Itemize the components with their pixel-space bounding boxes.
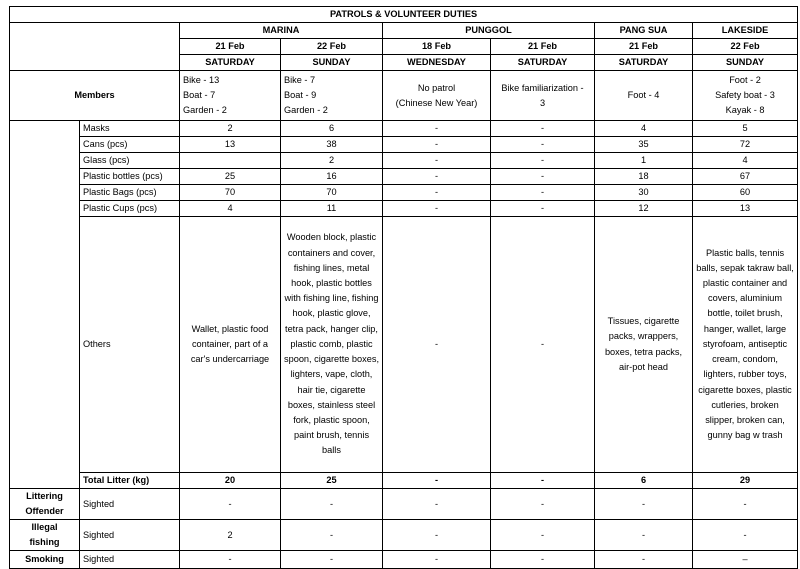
members-cell: Bike familiarization - 3 (491, 71, 595, 121)
item-label: Plastic Cups (pcs) (80, 201, 180, 217)
location-punggol: PUNGGOL (383, 23, 595, 39)
offender-value: - (281, 520, 383, 551)
offender-value: - (383, 551, 491, 569)
item-value: - (383, 153, 491, 169)
total-label: Total Litter (kg) (80, 473, 180, 489)
day-cell: SATURDAY (595, 55, 693, 71)
others-cell: - (383, 217, 491, 473)
offender-category: Littering Offender (10, 489, 80, 520)
item-value: - (383, 169, 491, 185)
item-value: 4 (180, 201, 281, 217)
offender-value: - (693, 489, 798, 520)
total-value: 20 (180, 473, 281, 489)
day-cell: SUNDAY (281, 55, 383, 71)
item-label: Cans (pcs) (80, 137, 180, 153)
date-cell: 22 Feb (693, 39, 798, 55)
corner-cell (10, 23, 180, 71)
offender-value: - (383, 520, 491, 551)
day-cell: SATURDAY (180, 55, 281, 71)
offender-value: - (693, 520, 798, 551)
item-value: 72 (693, 137, 798, 153)
item-value: - (491, 201, 595, 217)
date-cell: 21 Feb (180, 39, 281, 55)
offender-value: - (491, 551, 595, 569)
offender-value: - (491, 489, 595, 520)
item-value: 6 (281, 121, 383, 137)
date-cell: 21 Feb (491, 39, 595, 55)
item-value: - (383, 121, 491, 137)
offender-label: Sighted (80, 489, 180, 520)
item-value: - (491, 153, 595, 169)
date-cell: 22 Feb (281, 39, 383, 55)
offender-value: - (491, 520, 595, 551)
offender-value: - (595, 551, 693, 569)
item-value: 30 (595, 185, 693, 201)
item-value: 13 (180, 137, 281, 153)
patrols-table (9, 6, 798, 569)
item-value: - (383, 137, 491, 153)
date-cell: 21 Feb (595, 39, 693, 55)
offender-category: Smoking (10, 551, 80, 569)
total-value: 6 (595, 473, 693, 489)
others-cell: Plastic balls, tennis balls, sepak takraw ball, plastic container and covers, aluminium bottle, toilet brush, hanger, wallet, large styrofoam, antiseptic cream, condom, lighters, rubber toys, cigarette boxes, plastic cutleries, broken slipper, broken can, gunny bag w trash (693, 217, 798, 473)
item-value: 2 (180, 121, 281, 137)
offender-value: - (595, 489, 693, 520)
item-value: 38 (281, 137, 383, 153)
location-pang-sua: PANG SUA (595, 23, 693, 39)
item-value: 70 (180, 185, 281, 201)
offender-value: - (180, 489, 281, 520)
offender-label: Sighted (80, 520, 180, 551)
day-cell: SATURDAY (491, 55, 595, 71)
item-value: 35 (595, 137, 693, 153)
day-cell: WEDNESDAY (383, 55, 491, 71)
item-value: 25 (180, 169, 281, 185)
item-value: 5 (693, 121, 798, 137)
items-group-cell (10, 121, 80, 489)
offender-value: - (281, 489, 383, 520)
item-value: 4 (595, 121, 693, 137)
item-value (180, 153, 281, 169)
members-cell: Bike - 13 Boat - 7 Garden - 2 (180, 71, 281, 121)
item-value: 2 (281, 153, 383, 169)
offender-label: Sighted (80, 551, 180, 569)
offender-value: – (693, 551, 798, 569)
item-label: Plastic Bags (pcs) (80, 185, 180, 201)
location-marina: MARINA (180, 23, 383, 39)
item-value: 13 (693, 201, 798, 217)
item-value: 4 (693, 153, 798, 169)
item-value: - (491, 121, 595, 137)
date-cell: 18 Feb (383, 39, 491, 55)
item-value: 16 (281, 169, 383, 185)
offender-value: - (595, 520, 693, 551)
item-label: Plastic bottles (pcs) (80, 169, 180, 185)
members-cell: No patrol (Chinese New Year) (383, 71, 491, 121)
total-value: 25 (281, 473, 383, 489)
others-label: Others (80, 217, 180, 473)
location-lakeside: LAKESIDE (693, 23, 798, 39)
item-value: 67 (693, 169, 798, 185)
table-title: PATROLS & VOLUNTEER DUTIES (10, 7, 798, 23)
members-label: Members (10, 71, 180, 121)
others-cell: Wallet, plastic food container, part of a car's undercarriage (180, 217, 281, 473)
item-value: - (491, 169, 595, 185)
item-value: - (383, 185, 491, 201)
offender-value: - (281, 551, 383, 569)
members-cell: Foot - 2 Safety boat - 3 Kayak - 8 (693, 71, 798, 121)
offender-value: - (383, 489, 491, 520)
others-cell: Tissues, cigarette packs, wrappers, boxes, tetra packs, air-pot head (595, 217, 693, 473)
item-value: 70 (281, 185, 383, 201)
item-value: - (491, 185, 595, 201)
offender-value: - (180, 551, 281, 569)
offender-category: Illegal fishing (10, 520, 80, 551)
item-value: 60 (693, 185, 798, 201)
offender-value: 2 (180, 520, 281, 551)
item-value: 12 (595, 201, 693, 217)
day-cell: SUNDAY (693, 55, 798, 71)
members-cell: Bike - 7 Boat - 9 Garden - 2 (281, 71, 383, 121)
item-label: Masks (80, 121, 180, 137)
item-value: 1 (595, 153, 693, 169)
total-value: - (383, 473, 491, 489)
others-cell: Wooden block, plastic containers and cover, fishing lines, metal hook, plastic bottles with fishing line, fishing hook, plastic glove, tetra pack, hanger clip, plastic comb, plastic spoon, cigarette boxes, lighters, vape, cloth, hair tie, cigarette boxes, stainless steel fork, plastic spoon, paint brush, tennis balls (281, 217, 383, 473)
total-value: 29 (693, 473, 798, 489)
total-value: - (491, 473, 595, 489)
item-value: 18 (595, 169, 693, 185)
item-value: 11 (281, 201, 383, 217)
others-cell: - (491, 217, 595, 473)
item-value: - (491, 137, 595, 153)
item-label: Glass (pcs) (80, 153, 180, 169)
item-value: - (383, 201, 491, 217)
members-cell: Foot - 4 (595, 71, 693, 121)
